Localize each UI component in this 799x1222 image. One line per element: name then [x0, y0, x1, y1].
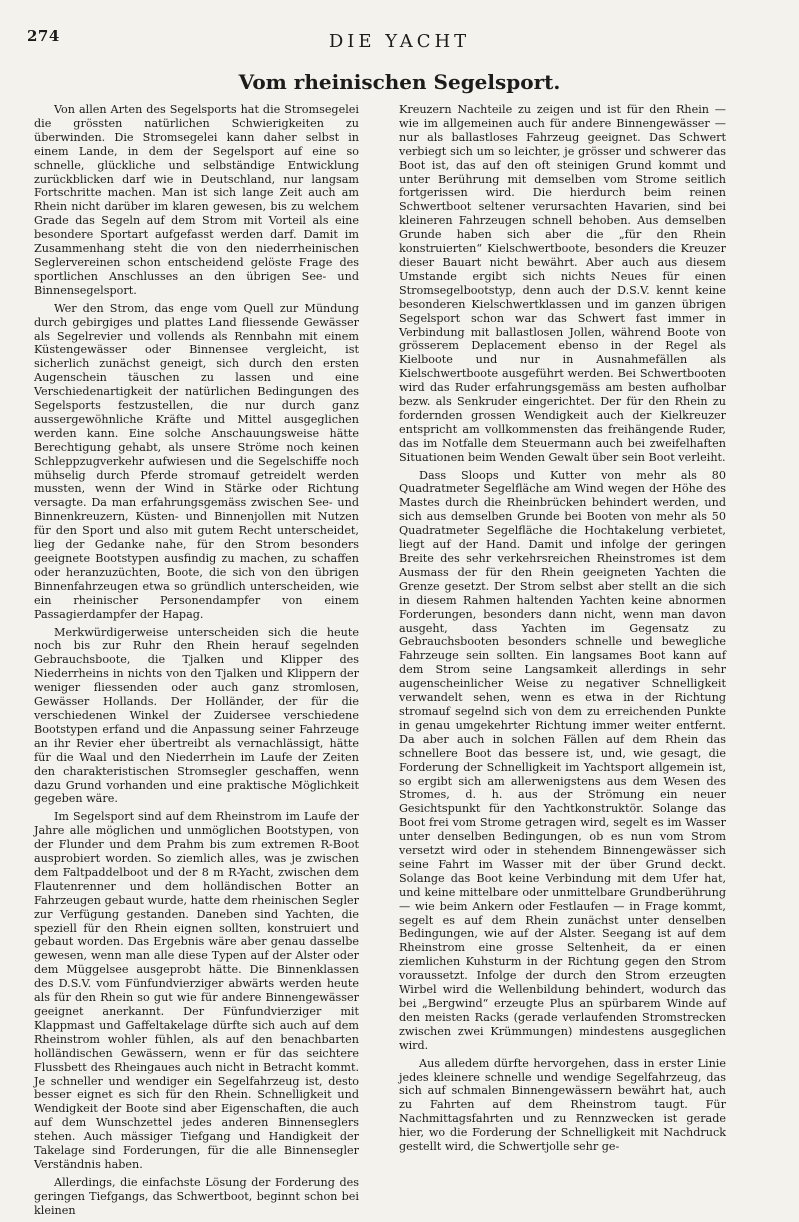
left-column [34, 103, 359, 1222]
running-title: DIE YACHT [328, 31, 471, 52]
paragraph: Dass Sloops und Kutter von mehr als 80 Quadratmeter Segelfläche am Wind wegen der Höhe des Mastes durch die Rheinbrücken behindert werden, und sich aus demselben Grunde bei Booten von mehr als 50 Quadratmeter Segelfläche die Hochtakelung verbietet, liegt auf der Hand. Damit und infolge der geringen Breite des sehr verkehrsreichen Rheinstromes ist dem Ausmass der für den Rhein geeigneten Yachten die Grenze gesetzt. Der Strom selbst aber stellt an die sich in diesem Rahmen haltenden Yachten keine abnormen Forderungen, besonders dann nicht, wenn man davon ausgeht, dass Yachten im Gegensatz zu Gebrauchsbooten besonders schnelle und bewegliche Fahrzeuge sein sollten. Ein langsames Boot kann auf dem Strom seine Langsamkeit allerdings in sehr augenscheinlicher Weise zu negativer Schnelligkeit verwandelt sehen, wenn es etwa in der Richtung stromauf segelnd sich von dem zu erreichenden Punkte in genau umgekehrter Richtung immer weiter entfernt. Da aber auch in solchen Fällen auf dem Rhein das schnellere Boot das bessere ist, und, wie gesagt, die Forderung der Schnelligkeit im Yachtsport allgemein ist, so ergibt sich am allerwenigstens aus dem Wesen des Stromes, d. h. aus der Strömung ein neuer Gesichtspunkt für den Yachtkonstruktör. Solange das Boot frei vom Strome getragen wird, segelt es im Wasser unter denselben Bedingungen, ob es nun vom Strom versetzt wird oder in stehendem Binnengewässer sich seine Fahrt im Wasser mit der über Grund deckt. Solange das Boot keine Verbindung mit dem Ufer hat, und keine mittelbare oder unmittelbare Grundberührung — wie beim Ankern oder Festlaufen — in Frage kommt, segelt es auf dem Rhein zunächst unter denselben Bedingungen, wie auf der Alster. Seegang ist auf dem Rheinstrom eine grosse Seltenheit, da er einen ziemlichen Kuhsturm in der Richtung gegen den Strom voraussetzt. Infolge der durch den Strom erzeugten Wirbel wird die Wellenbildung behindert, wodurch das bei „Bergwind“ erzeugte Plus an spürbarem Winde auf den meisten Racks (gerade verlaufenden Stromstrecken zwischen zwei Krümmungen) mindestens ausgeglichen wird. [399, 468, 726, 1052]
article-title: Vom rheinischen Segelsport. [238, 70, 561, 94]
page-number: 274 [27, 27, 60, 45]
paragraph: Aus alledem dürfte hervorgehen, dass in erster Linie jedes kleinere schnelle und wendige Segelfahrzeug, das sich auf schmalen Binnengewässern bewährt hat, auch zu Fahrten auf dem Rheinstrom taugt. Für Nachmittagsfahrten und zu Rennzwecken ist gerade hier, wo die Forderung der Schnelligkeit mit Nachdruck gestellt wird, die Schwertjolle sehr ge- [399, 1056, 726, 1154]
paragraph: Wer den Strom, das enge vom Quell zur Mündung durch gebirgiges und plattes Land fliessende Gewässer als Segelrevier und vollends als Rennbahn mit einem Küstengewässer oder Binnensee vergleicht, ist sicherlich zunächst geneigt, sich durch den ersten Augenschein täuschen zu lassen und eine Verschiedenartigkeit der natürlichen Bedingungen des Segelsports festzustellen, die nur durch ganz aussergewöhnliche Kräfte und Mittel ausgeglichen werden kann. Eine solche Anschauungsweise hätte Berechtigung gehabt, als unsere Ströme noch keinen Schleppzugverkehr aufwiesen und die Segelschiffe noch mühselig durch Pferde stromauf getreidelt werden mussten, wenn der Wind in Stärke oder Richtung versagte. Da man erfahrungsgemäss zwischen See- und Binnenkreuzern, Küsten- und Binnenjollen mit Nutzen für den Sport und also mit gutem Recht unterscheidet, lieg der Gedanke nahe, für den Strom besonders geeignete Bootstypen ausfindig zu machen, zu schaffen oder heranzuzüchten, Boote, die sich von den übrigen Binnenfahrzeugen etwa so gründlich unterscheiden, wie ein rheinischer Personendampfer von einem Passagierdampfer der Hapag. [34, 301, 359, 621]
paragraph: Merkwürdigerweise unterscheiden sich die heute noch bis zur Ruhr den Rhein herauf segelnden Gebrauchsboote, die Tjalken und Klipper des Niederrheins in nichts von den Tjalken und Klippern der weniger fliessenden oder auch ganz stromlosen, Gewässer Hollands. Der Holländer, der für die verschiedenen Winkel der Zuidersee verschiedene Bootstypen erfand und die Anpassung seiner Fahrzeuge an ihr Revier eher übertreibt als vernachlässigt, hätte für die Waal und den Niederrhein im Laufe der Zeiten den charakteristischen Stromsegler geschaffen, wenn dazu Grund vorhanden und eine praktische Möglichkeit gegeben wäre. [34, 625, 359, 806]
paragraph: Im Segelsport sind auf dem Rheinstrom im Laufe der Jahre alle möglichen und unmöglichen Bootstypen, von der Flunder und dem Prahm bis zum extremen R-Boot ausprobiert worden. So ziemlich alles, was je zwischen dem Faltpaddelboot und der 8 m R-Yacht, zwischen dem Flautenrenner und dem holländischen Botter an Fahrzeugen gebaut wurde, hatte dem rheinischen Segler zur Verfügung gestanden. Daneben sind Yachten, die speziell für den Rhein eignen sollten, konstruiert und gebaut worden. Das Ergebnis wäre aber genau dasselbe gewesen, wenn man alle diese Typen auf der Alster oder dem Müggelsee ausgeprobt hätte. Die Binnenklassen des D.S.V. vom Fünfundvierziger abwärts werden heute als für den Rhein so gut wie für andere Binnengewässer geeignet anerkannt. Der Fünfundvierziger mit Klappmast und Gaffeltakelage dürfte sich auch auf dem Rheinstrom wohler fühlen, als auf den benachbarten holländischen Gewässern, wenn er für das seichtere Flussbett des Rheingaues auch nicht in Betracht kommt. Je schneller und wendiger ein Segelfahrzeug ist, desto besser eignet es sich für den Rhein. Schnelligkeit und Wendigkeit der Boote sind aber Eigenschaften, die auch auf dem Wunschzettel jedes anderen Binnenseglers stehen. Auch mässiger Tiefgang und Handigkeit der Takelage sind Forderungen, für die alle Binnensegler Verständnis haben. [34, 810, 359, 1171]
paragraph: Von allen Arten des Segelsports hat die Stromsegelei die grössten natürlichen Schwierigkeiten zu überwinden. Die Stromsegelei kann daher selbst in einem Lande, in dem der Segelsport auf eine so schnelle, glückliche und selbständige Entwicklung zurückblicken darf wie in Deutschland, nur langsam Fortschritte machen. Man ist sich lange Zeit auch am Rhein nicht darüber im klaren gewesen, bis zu welchem Grade das Segeln auf dem Strom mit Vorteil als eine besondere Sportart aufgefasst werden darf. Damit im Zusammenhang steht die von den niederrheinischen Seglervereinen schon entscheidend gelöste Frage des sportlichen Anschlusses an den übrigen See- und Binnensegelsport. [34, 103, 359, 297]
right-column [399, 103, 726, 1158]
paragraph: Kreuzern Nachteile zu zeigen und ist für den Rhein — wie im allgemeinen auch für andere Binnengewässer — nur als ballastloses Fahrzeug geeignet. Das Schwert verbiegt sich um so leichter, je grösser und schwerer das Boot ist, das auf den oft steinigen Grund kommt und unter Berührung mit demselben vom Strome seitlich fortgerissen wird. Die hierdurch beim reinen Schwertboot seltener verursachten Havarien, sind bei kleineren Fahrzeugen schnell behoben. Aus demselben Grunde haben sich aber die „für den Rhein konstruierten“ Kielschwertboote, besonders die Kreuzer dieser Bauart nicht bewährt. Aber auch aus diesem Umstande ergibt sich nichts Neues für einen Stromsegelbootstyp, denn auch der D.S.V. kennt keine besonderen Kielschwertklassen und im ganzen übrigen Segelsport schon war das Schwert fast immer in Verbindung mit ballastlosen Jollen, während Boote von grösserem Deplacement ebenso in der Regel als Kielboote und nur in Ausnahmefällen als Kielschwertboote ausgeführt werden. Bei Schwertbooten wird das Ruder erfahrungsgemäss am besten aufholbar bezw. als Senkruder eingerichtet. Der für den Rhein zu fordernden grossen Wendigkeit auch der Kielkreuzer entspricht am vollkommensten das freihängende Ruder, das im Notfalle dem Steuermann auch bei zweifelhaften Situationen beim Wenden Gewalt über sein Boot verleiht. [399, 103, 726, 464]
paragraph: Allerdings, die einfachste Lösung der Forderung des geringen Tiefgangs, das Schwertboot, beginnt schon bei kleinen [34, 1175, 359, 1217]
